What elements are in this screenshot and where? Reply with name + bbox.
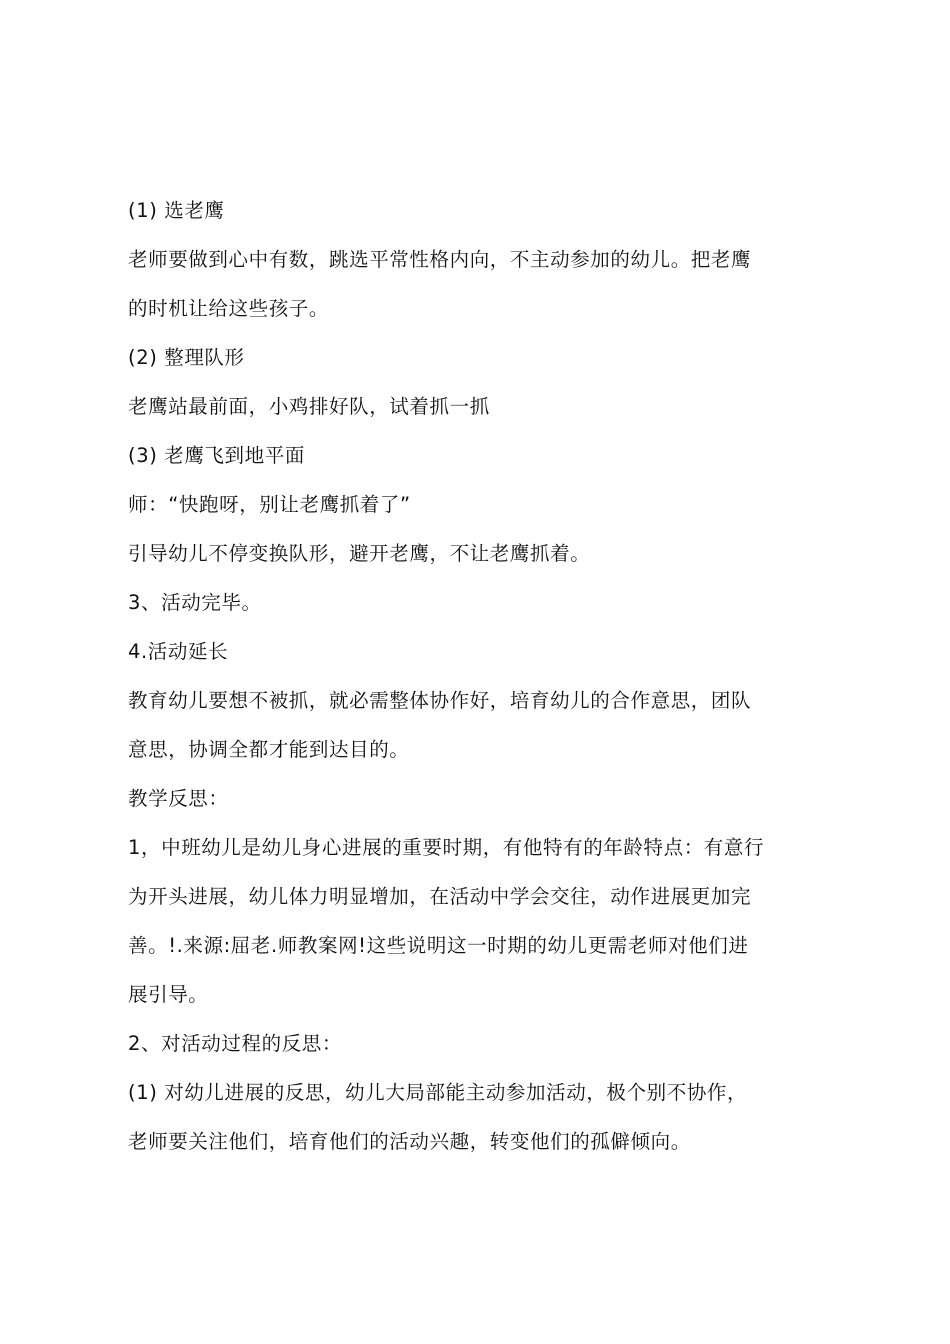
body-line: 老师要关注他们，培育他们的活动兴趣，转变他们的孤僻倾向。 [128, 1130, 691, 1153]
section-heading-activity-extension: 4.活动延长 [128, 640, 229, 663]
body-line: 意思，协调全都才能到达目的。 [128, 738, 410, 761]
subheading-eagle-flies: (3) 老鹰飞到地平面 [128, 444, 305, 467]
section-heading-teaching-reflection: 教学反思： [128, 787, 229, 810]
body-line: (1) 对幼儿进展的反思，幼儿大局部能主动参加活动，极个别不协作， [128, 1081, 748, 1104]
body-line: 教育幼儿要想不被抓，就必需整体协作好，培育幼儿的合作意思，团队 [128, 689, 752, 712]
section-heading-process-reflection: 2、对活动过程的反思： [128, 1032, 343, 1055]
body-line: 引导幼儿不停变换队形，避开老鹰，不让老鹰抓着。 [128, 542, 591, 565]
body-line: 为开头进展，幼儿体力明显增加，在活动中学会交往，动作进展更加完 [128, 885, 752, 908]
body-line: 1，中班幼儿是幼儿身心进展的重要时期，有他特有的年龄特点：有意行 [128, 836, 765, 859]
subheading-select-eagle: (1) 选老鹰 [128, 199, 225, 222]
document-body [128, 186, 832, 1166]
body-line: 老鹰站最前面，小鸡排好队，试着抓一抓 [128, 395, 490, 418]
body-line: 师：“快跑呀，别让老鹰抓着了” [128, 493, 411, 516]
body-line: 善。!.来源:屈老.师教案网!这些说明这一时期的幼儿更需老师对他们进 [128, 934, 749, 957]
subheading-formation: (2) 整理队形 [128, 346, 245, 369]
body-line: 展引导。 [128, 983, 209, 1006]
section-heading-activity-end: 3、活动完毕。 [128, 591, 262, 614]
body-line: 老师要做到心中有数，跳选平常性格内向，不主动参加的幼儿。把老鹰 [128, 248, 752, 271]
body-line: 的时机让给这些孩子。 [128, 297, 330, 320]
